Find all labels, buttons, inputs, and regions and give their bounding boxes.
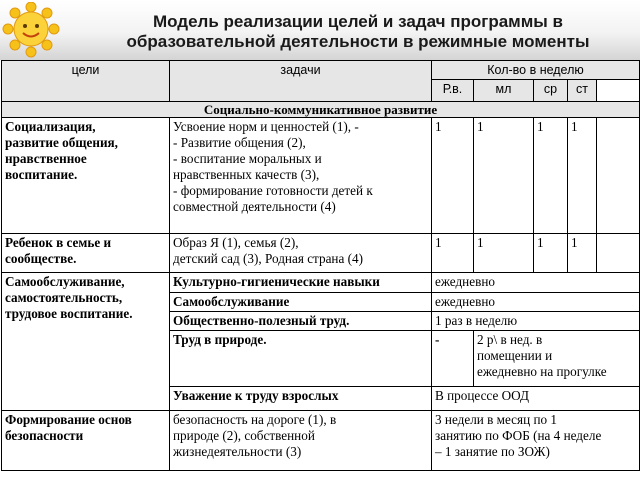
header-tasks: задачи: [170, 61, 432, 102]
title-line-1: Модель реализации целей и задач программы в: [152, 12, 564, 31]
count-empty: [597, 118, 640, 234]
freq-hygiene: ежедневно: [432, 273, 640, 293]
task-selfcare: Самообслуживание: [170, 293, 432, 312]
count-rv: 1: [432, 234, 474, 273]
freq-selfcare: ежедневно: [432, 293, 640, 312]
header-st: ст: [568, 80, 597, 102]
task-hygiene: Культурно-гигиенические навыки: [170, 273, 432, 293]
table-row: [2, 234, 640, 273]
slide-header: [0, 0, 640, 60]
title-line-2: образовательной деятельности в режимные моменты: [126, 32, 590, 51]
count-rv: -: [432, 331, 474, 387]
count-st: 1: [568, 234, 597, 273]
goal-cell: Самообслуживание, самостоятельность, трудовое воспитание.: [2, 273, 170, 411]
goal-cell: Ребенок в семье и сообществе.: [2, 234, 170, 273]
task-useful-work: Общественно-полезный труд.: [170, 312, 432, 331]
header-rv: Р.в.: [432, 80, 474, 102]
header-per-week: Кол-во в неделю: [432, 61, 640, 80]
task-respect-work: Уважение к труду взрослых: [170, 387, 432, 411]
count-sr: 1: [534, 234, 568, 273]
freq-useful-work: 1 раз в неделю: [432, 312, 640, 331]
count-st: 1: [568, 118, 597, 234]
goal-cell: Формирование основ безопасности: [2, 411, 170, 471]
page-title: [88, 12, 628, 52]
sun-icon: [2, 2, 60, 58]
count-ml: 1: [474, 118, 534, 234]
section-title: Социально-коммуникативное развитие: [2, 102, 640, 118]
count-ml: 1: [474, 234, 534, 273]
tasks-cell: Образ Я (1), семья (2), детский сад (3), Родная страна (4): [170, 234, 432, 273]
header-ml: мл: [474, 80, 534, 102]
header-empty: [597, 80, 640, 102]
table-row: [2, 273, 640, 293]
tasks-cell: безопасность на дороге (1), в природе (2), собственной жизнедеятельности (3): [170, 411, 432, 471]
count-empty: [597, 234, 640, 273]
task-nature-work: Труд в природе.: [170, 331, 432, 387]
header-sr: ср: [534, 80, 568, 102]
freq-nature-work: 2 р\ в нед. в помещении и ежедневно на прогулке: [474, 331, 640, 387]
goal-cell: Социализация, развитие общения, нравственное воспитание.: [2, 118, 170, 234]
count-sr: 1: [534, 118, 568, 234]
freq-safety: 3 недели в месяц по 1 занятию по ФОБ (на 4 неделе – 1 занятие по ЗОЖ): [432, 411, 640, 471]
freq-respect-work: В процессе ООД: [432, 387, 640, 411]
count-rv: 1: [432, 118, 474, 234]
section-row: [2, 102, 640, 118]
table-row: [2, 411, 640, 471]
table-row: [2, 118, 640, 234]
header-row: [2, 61, 640, 80]
program-table: [1, 60, 640, 471]
header-goals: цели: [2, 61, 170, 102]
tasks-cell: Усвоение норм и ценностей (1), - - Развитие общения (2), - воспитание моральных и нравственных качеств (3), - формирование готовности детей к совместной деятельности (4): [170, 118, 432, 234]
